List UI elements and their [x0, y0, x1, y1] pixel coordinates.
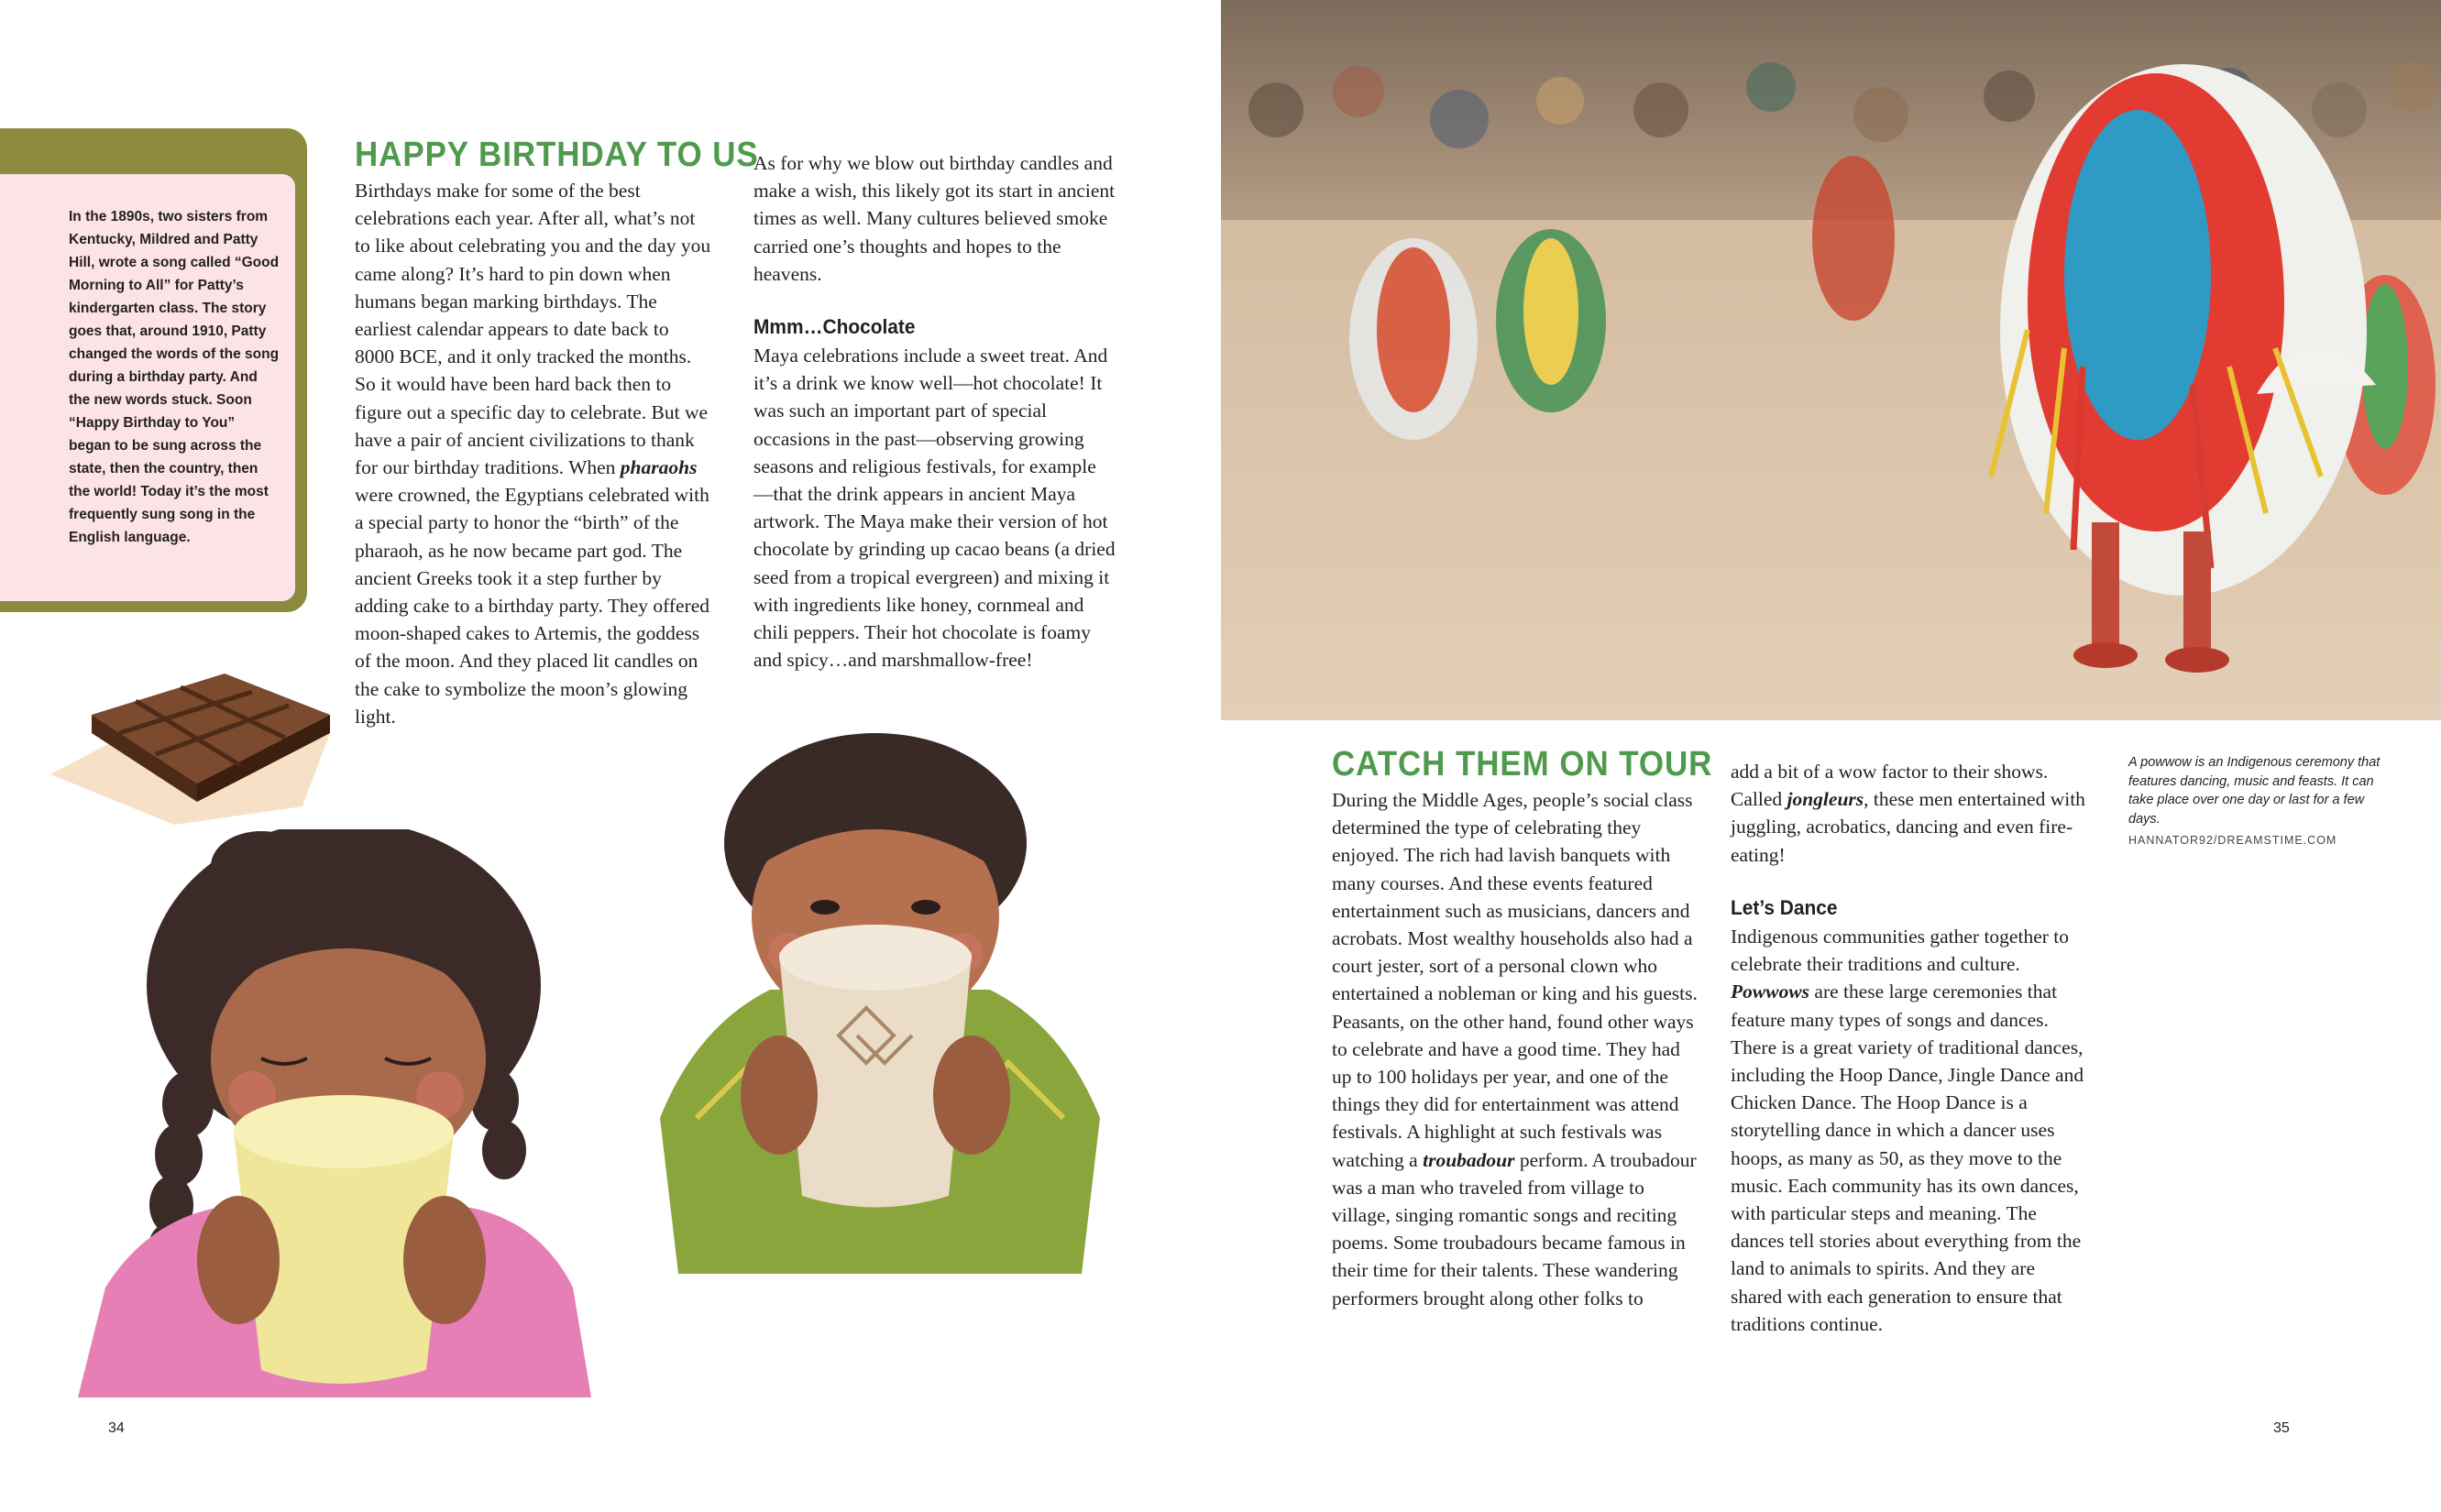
- photo-credit: HANNATOR92/DREAMSTIME.COM: [2128, 834, 2337, 847]
- dance-text-1: Indigenous communities gather together to celebrate their traditions and culture.: [1731, 926, 2069, 976]
- article-chocolate: Maya celebrations include a sweet treat. And it’s a drink we know well—hot chocolate! It was such an important part of special occasions in the past—observing growing seasons and religious festivals, for example—that the drink appears in ancient Maya artwork. The Maya make their version of hot chocolate by grinding up cacao beans (a dried seed from a tropical evergreen) and mixing it with ingredients like honey, cornmeal and chili peppers. Their hot chocolate is foamy and spicy…and marshmallow-free!: [753, 345, 1116, 672]
- boy-drinking-illustration: [642, 733, 1118, 1274]
- chocolate-bar-illustration: [37, 646, 339, 829]
- page-number-right: 35: [2273, 1420, 2290, 1436]
- article-happy-birthday: [355, 177, 712, 730]
- subhead-chocolate: Mmm…Chocolate: [753, 315, 916, 338]
- photo-caption: A powwow is an Indigenous ceremony that features dancing, music and feasts. It can take place over one day or last for a few days.: [2128, 755, 2381, 827]
- tour-text-2: perform. A troubadour was a man who traveled from village to village, singing romantic songs and reciting poems. Some troubadours became famous in their time for their talents. These wandering performers brought along other folks to: [1332, 1148, 1697, 1309]
- birthday-text-2: were crowned, the Egyptians celebrated with a special party to honor the “birth” of the pharaoh, as he now became part god. The ancient Greeks took it a step further by adding cake to a birthday party. They offered moon-shaped cakes to Artemis, the goddess of the moon. And they placed lit candles on the cake to symbolize the moon’s glowing light.: [355, 484, 710, 728]
- powwow-photo-scene: [1221, 0, 2441, 720]
- tour-text-1: During the Middle Ages, people’s social class determined the type of celebrating they enjoyed. The rich had lavish banquets with many courses. And these events featured entertainment such as musicians, dancers and acrobats. Most wealthy households also had a court jester, sort of a personal clown who entertained a nobleman or king and his guests. Peasants, on the other hand, found other ways to celebrate and have a good time. They had up to 100 holidays per year, and one of the things they did for entertainment was attend festivals. A highlight at such festivals was watching a: [1332, 789, 1698, 1171]
- article-candles: As for why we blow out birthday candles and make a wish, this likely got its start in ancient times as well. Many cultures believed smoke carried one’s thoughts and hopes to the heavens.: [753, 152, 1116, 285]
- tour-cont-text-1: add a bit of a wow factor to their shows. Called: [1731, 761, 2049, 811]
- birthday-text-1: Birthdays make for some of the best celebrations each year. After all, what’s not to like about celebrating you and the day you came along? It’s hard to pin down when humans began marking birthdays. The earliest calendar appears to date back to 8000 BCE, and it only tracked the months. So it would have been hard back then to figure out a specific day to celebrate. But we have a pair of ancient civilizations to thank for our birthday traditions. When: [355, 180, 711, 479]
- article-tour-continued: [1731, 758, 2088, 869]
- subhead-lets-dance: Let’s Dance: [1731, 896, 1838, 919]
- article-lets-dance: [1731, 923, 2088, 1338]
- term-pharaohs: pharaohs: [620, 456, 698, 479]
- article-catch-them-on-tour: [1332, 786, 1699, 1312]
- page-number-left: 34: [108, 1420, 125, 1436]
- powwow-photo: [1221, 0, 2441, 720]
- term-troubadour: troubadour: [1423, 1148, 1515, 1171]
- fact-box-text: In the 1890s, two sisters from Kentucky, Mildred and Patty Hill, wrote a song called “Good Morning to All” for Patty’s kindergarten class. The story goes that, around 1910, Patty changed the words of the song during a birthday party. And the new words stuck. Soon “Happy Birthday to You” began to be sung across the state, then the country, then the world! Today it’s the most frequently sung song in the English language.: [69, 209, 280, 545]
- dance-text-2: are these large ceremonies that feature many types of songs and dances. There is a great variety of traditional dances, including the Hoop Dance, Jingle Dance and Chicken Dance. The Hoop Dance is a storytelling dance in which a dancer uses hoops, as many as 50, as they move to the music. Each community has its own dances, with particular steps and meaning. The dances tell stories about everything from the land to animals to spirits. And they are shared with each generation to ensure that traditions continue.: [1731, 981, 2084, 1335]
- term-jongleurs: jongleurs: [1787, 788, 1864, 811]
- girl-drinking-illustration: [78, 829, 637, 1411]
- tour-cont-text-2: , these men entertained with juggling, acrobatics, dancing and even fire-eating!: [1731, 788, 2085, 866]
- term-powwows: Powwows: [1731, 981, 1810, 1003]
- heading-catch-them-on-tour: CATCH THEM ON TOUR: [1332, 745, 1713, 783]
- heading-happy-birthday: HAPPY BIRTHDAY TO US: [355, 136, 759, 174]
